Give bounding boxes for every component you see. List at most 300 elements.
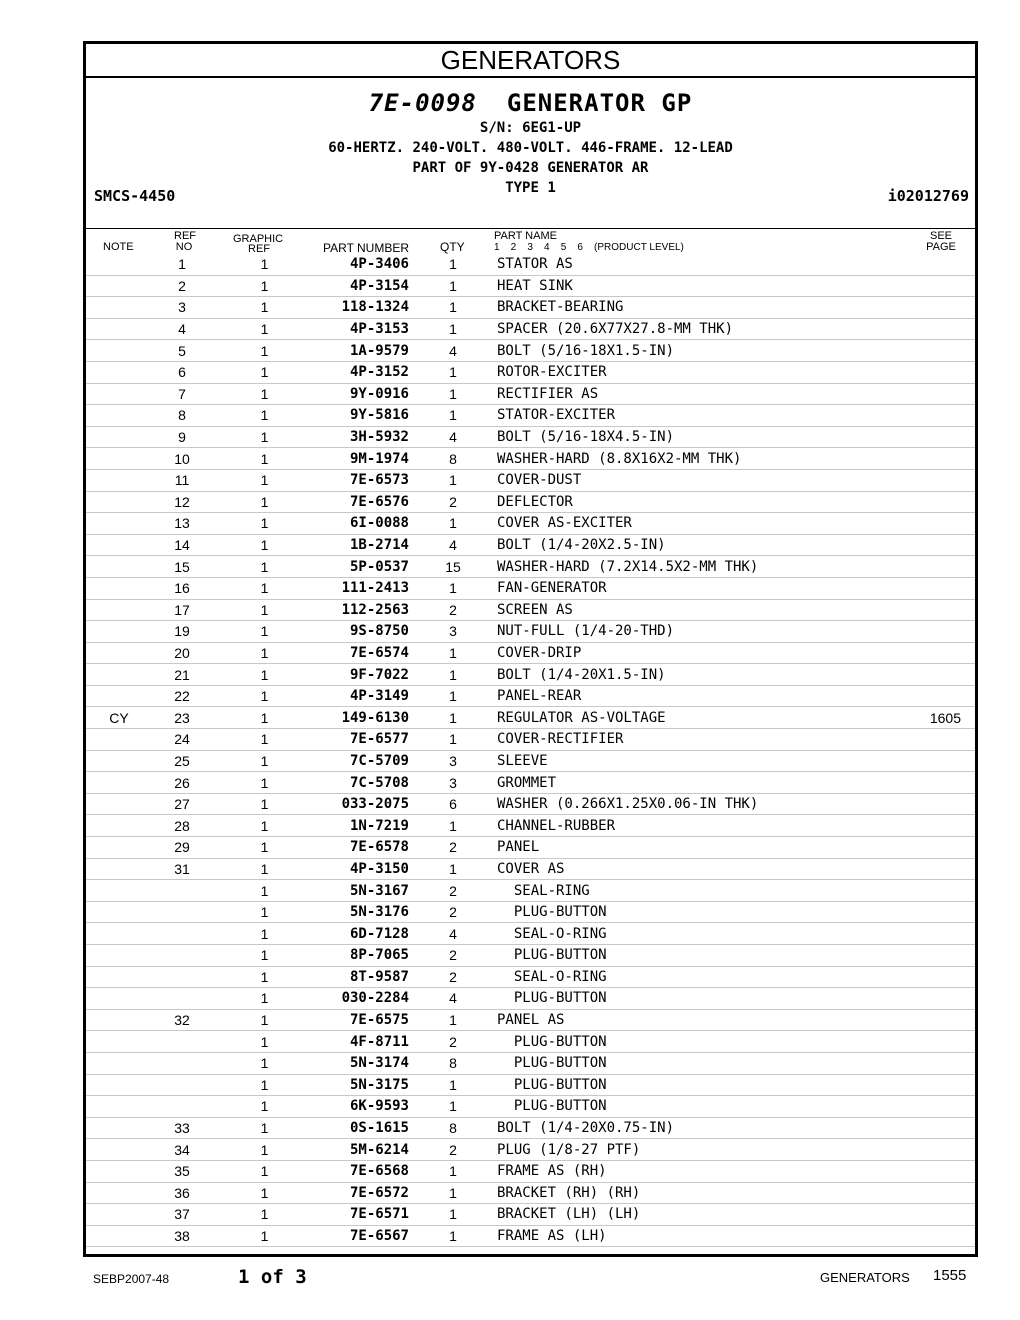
- quantity: 3: [409, 772, 485, 794]
- quantity: 1: [409, 469, 485, 491]
- ref-number: [152, 1074, 212, 1096]
- ref-number: 33: [152, 1117, 212, 1139]
- see-page: [885, 901, 975, 923]
- quantity: 1: [409, 405, 485, 427]
- see-page: [885, 923, 975, 945]
- part-note: [86, 361, 152, 383]
- part-name: FRAME AS (RH): [485, 1160, 885, 1182]
- part-note: [86, 1117, 152, 1139]
- parts-table-body: [86, 254, 975, 1247]
- see-page: [885, 361, 975, 383]
- part-number: 3H-5932: [297, 426, 409, 448]
- table-row: [86, 1052, 975, 1074]
- table-row: [86, 945, 975, 967]
- see-page: [885, 577, 975, 599]
- table-row: [86, 1139, 975, 1161]
- ref-number: [152, 945, 212, 967]
- quantity: 3: [409, 621, 485, 643]
- ref-number: 27: [152, 793, 212, 815]
- see-page: [885, 426, 975, 448]
- ref-number: 36: [152, 1182, 212, 1204]
- ref-number: [152, 1052, 212, 1074]
- table-row: [86, 880, 975, 902]
- ref-number: 11: [152, 469, 212, 491]
- ref-number: 16: [152, 577, 212, 599]
- graphic-ref: 1: [212, 1074, 297, 1096]
- part-note: [86, 1204, 152, 1226]
- column-header-row: [86, 228, 975, 255]
- graphic-ref: 1: [212, 729, 297, 751]
- part-number: 4P-3406: [297, 254, 409, 275]
- part-note: [86, 599, 152, 621]
- table-row: [86, 901, 975, 923]
- graphic-ref: 1: [212, 599, 297, 621]
- see-page: [885, 621, 975, 643]
- see-page: [885, 642, 975, 664]
- quantity: 1: [409, 1182, 485, 1204]
- part-note: [86, 772, 152, 794]
- see-page: [885, 599, 975, 621]
- part-number: 9Y-5816: [297, 405, 409, 427]
- quantity: 1: [409, 1204, 485, 1226]
- ref-number: [152, 1031, 212, 1053]
- ref-number: 15: [152, 556, 212, 578]
- part-number: 9F-7022: [297, 664, 409, 686]
- quantity: 4: [409, 988, 485, 1010]
- quantity: 2: [409, 945, 485, 967]
- quantity: 2: [409, 966, 485, 988]
- part-name: GROMMET: [485, 772, 885, 794]
- graphic-ref: 1: [212, 837, 297, 859]
- group-number: 7E-0098: [368, 89, 477, 117]
- graphic-ref: 1: [212, 1009, 297, 1031]
- graphic-ref: 1: [212, 945, 297, 967]
- table-row: [86, 513, 975, 535]
- part-note: [86, 297, 152, 319]
- part-number: 5N-3167: [297, 880, 409, 902]
- illustration-id: i02012769: [887, 187, 969, 205]
- see-page: [885, 448, 975, 470]
- spec-line: 60-HERTZ. 240-VOLT. 480-VOLT. 446-FRAME. 12-LEAD: [328, 140, 733, 156]
- quantity: 4: [409, 340, 485, 362]
- table-row: [86, 1096, 975, 1118]
- graphic-ref: 1: [212, 642, 297, 664]
- part-name: HEAT SINK: [485, 275, 885, 297]
- part-name: REGULATOR AS-VOLTAGE: [485, 707, 885, 729]
- ref-number: 9: [152, 426, 212, 448]
- part-note: [86, 577, 152, 599]
- part-name: BOLT (1/4-20X2.5-IN): [485, 534, 885, 556]
- ref-number: 4: [152, 318, 212, 340]
- quantity: 1: [409, 361, 485, 383]
- part-number: 7E-6578: [297, 837, 409, 859]
- graphic-ref: 1: [212, 1139, 297, 1161]
- part-number: 1N-7219: [297, 815, 409, 837]
- part-number: 9M-1974: [297, 448, 409, 470]
- part-name: ROTOR-EXCITER: [485, 361, 885, 383]
- see-page: [885, 837, 975, 859]
- part-name: RECTIFIER AS: [485, 383, 885, 405]
- part-name: SEAL-O-RING: [485, 923, 885, 945]
- part-name: COVER AS: [485, 858, 885, 880]
- graphic-ref: 1: [212, 1117, 297, 1139]
- part-name: FRAME AS (LH): [485, 1225, 885, 1247]
- part-name: BOLT (1/4-20X0.75-IN): [485, 1117, 885, 1139]
- footer-section: GENERATORS: [820, 1270, 910, 1285]
- quantity: 1: [409, 707, 485, 729]
- part-note: [86, 383, 152, 405]
- part-name: PLUG-BUTTON: [485, 1074, 885, 1096]
- see-page: [885, 383, 975, 405]
- graphic-ref: 1: [212, 772, 297, 794]
- part-note: CY: [86, 707, 152, 729]
- part-number: 7E-6572: [297, 1182, 409, 1204]
- graphic-ref: 1: [212, 966, 297, 988]
- parts-table: [86, 254, 975, 1247]
- ref-number: 26: [152, 772, 212, 794]
- graphic-ref: 1: [212, 858, 297, 880]
- see-page: [885, 1096, 975, 1118]
- part-name: SLEEVE: [485, 750, 885, 772]
- ref-number: [152, 966, 212, 988]
- quantity: 1: [409, 729, 485, 751]
- part-number: 7E-6573: [297, 469, 409, 491]
- part-name: DEFLECTOR: [485, 491, 885, 513]
- part-note: [86, 1031, 152, 1053]
- table-row: [86, 275, 975, 297]
- part-number: 6D-7128: [297, 923, 409, 945]
- see-page: [885, 275, 975, 297]
- part-name: BOLT (1/4-20X1.5-IN): [485, 664, 885, 686]
- part-number: 7E-6576: [297, 491, 409, 513]
- col-ref-top: REF: [174, 230, 196, 242]
- quantity: 2: [409, 1031, 485, 1053]
- see-page: [885, 318, 975, 340]
- table-row: [86, 685, 975, 707]
- quantity: 2: [409, 901, 485, 923]
- ref-number: 38: [152, 1225, 212, 1247]
- see-page: [885, 880, 975, 902]
- group-name: GENERATOR GP: [506, 89, 693, 117]
- part-number: 5N-3176: [297, 901, 409, 923]
- ref-number: 34: [152, 1139, 212, 1161]
- graphic-ref: 1: [212, 577, 297, 599]
- see-page: [885, 1160, 975, 1182]
- page-of: 1 of 3: [238, 1266, 307, 1288]
- part-note: [86, 685, 152, 707]
- graphic-ref: 1: [212, 383, 297, 405]
- part-name: BRACKET (RH) (RH): [485, 1182, 885, 1204]
- part-number: 6I-0088: [297, 513, 409, 535]
- part-note: [86, 405, 152, 427]
- part-number: 030-2284: [297, 988, 409, 1010]
- table-row: [86, 815, 975, 837]
- table-row: [86, 534, 975, 556]
- part-number: 7E-6571: [297, 1204, 409, 1226]
- quantity: 8: [409, 448, 485, 470]
- graphic-ref: 1: [212, 685, 297, 707]
- quantity: 8: [409, 1117, 485, 1139]
- part-note: [86, 469, 152, 491]
- section-title: GENERATORS: [86, 44, 975, 78]
- table-row: [86, 577, 975, 599]
- part-name: WASHER-HARD (8.8X16X2-MM THK): [485, 448, 885, 470]
- ref-number: [152, 880, 212, 902]
- see-page: [885, 685, 975, 707]
- part-note: [86, 858, 152, 880]
- quantity: 1: [409, 685, 485, 707]
- graphic-ref: 1: [212, 750, 297, 772]
- graphic-ref: 1: [212, 1031, 297, 1053]
- ref-number: 31: [152, 858, 212, 880]
- graphic-ref: 1: [212, 1052, 297, 1074]
- see-page: [885, 513, 975, 535]
- quantity: 2: [409, 599, 485, 621]
- part-number: 9S-8750: [297, 621, 409, 643]
- ref-number: 12: [152, 491, 212, 513]
- part-name: WASHER-HARD (7.2X14.5X2-MM THK): [485, 556, 885, 578]
- quantity: 1: [409, 254, 485, 275]
- part-note: [86, 534, 152, 556]
- part-note: [86, 1074, 152, 1096]
- part-note: [86, 426, 152, 448]
- see-page: [885, 556, 975, 578]
- part-name: PLUG-BUTTON: [485, 988, 885, 1010]
- ref-number: 8: [152, 405, 212, 427]
- part-name: PLUG (1/8-27 PTF): [485, 1139, 885, 1161]
- part-number: 7E-6567: [297, 1225, 409, 1247]
- part-name: SCREEN AS: [485, 599, 885, 621]
- part-name: STATOR AS: [485, 254, 885, 275]
- serial-range: S/N: 6EG1-UP: [479, 120, 582, 136]
- part-number: 7C-5708: [297, 772, 409, 794]
- quantity: 6: [409, 793, 485, 815]
- quantity: 1: [409, 297, 485, 319]
- part-note: [86, 1160, 152, 1182]
- ref-number: 7: [152, 383, 212, 405]
- table-row: [86, 988, 975, 1010]
- graphic-ref: 1: [212, 513, 297, 535]
- document-id: SEBP2007-48: [93, 1272, 170, 1286]
- see-page: [885, 966, 975, 988]
- quantity: 2: [409, 837, 485, 859]
- table-row: [86, 621, 975, 643]
- quantity: 1: [409, 1074, 485, 1096]
- quantity: 1: [409, 577, 485, 599]
- part-note: [86, 1009, 152, 1031]
- part-name: SEAL-O-RING: [485, 966, 885, 988]
- part-note: [86, 966, 152, 988]
- quantity: 2: [409, 880, 485, 902]
- ref-number: 28: [152, 815, 212, 837]
- graphic-ref: 1: [212, 664, 297, 686]
- table-row: [86, 1117, 975, 1139]
- col-part-number: PART NUMBER: [323, 241, 410, 255]
- ref-number: 13: [152, 513, 212, 535]
- part-name: PLUG-BUTTON: [485, 1052, 885, 1074]
- part-name: PLUG-BUTTON: [485, 945, 885, 967]
- graphic-ref: 1: [212, 707, 297, 729]
- page-number: 1555: [933, 1267, 967, 1284]
- ref-number: 22: [152, 685, 212, 707]
- col-ref-bottom: NO: [175, 241, 193, 253]
- table-row: [86, 491, 975, 513]
- see-page: [885, 729, 975, 751]
- table-row: [86, 383, 975, 405]
- part-name: PLUG-BUTTON: [485, 901, 885, 923]
- part-name: COVER-DRIP: [485, 642, 885, 664]
- see-page: [885, 1204, 975, 1226]
- see-page: [885, 534, 975, 556]
- table-row: [86, 599, 975, 621]
- table-row: [86, 297, 975, 319]
- graphic-ref: 1: [212, 880, 297, 902]
- ref-number: 29: [152, 837, 212, 859]
- see-page: [885, 1052, 975, 1074]
- col-graphic-bottom: REF: [248, 243, 270, 255]
- quantity: 1: [409, 318, 485, 340]
- ref-number: 1: [152, 254, 212, 275]
- graphic-ref: 1: [212, 340, 297, 362]
- part-name: NUT-FULL (1/4-20-THD): [485, 621, 885, 643]
- graphic-ref: 1: [212, 1160, 297, 1182]
- part-name: PLUG-BUTTON: [485, 1096, 885, 1118]
- ref-number: 3: [152, 297, 212, 319]
- part-note: [86, 837, 152, 859]
- part-number: 4P-3153: [297, 318, 409, 340]
- see-page: [885, 793, 975, 815]
- parts-page-frame: [83, 41, 978, 1257]
- col-product-level: 1 2 3 4 5 6 (PRODUCT LEVEL): [494, 242, 684, 253]
- table-row: [86, 1074, 975, 1096]
- part-name: PANEL AS: [485, 1009, 885, 1031]
- table-row: [86, 318, 975, 340]
- part-number: 9Y-0916: [297, 383, 409, 405]
- graphic-ref: 1: [212, 923, 297, 945]
- graphic-ref: 1: [212, 1182, 297, 1204]
- see-page: [885, 858, 975, 880]
- table-row: [86, 1182, 975, 1204]
- table-row: [86, 1225, 975, 1247]
- ref-number: 10: [152, 448, 212, 470]
- quantity: 1: [409, 858, 485, 880]
- part-number: 0S-1615: [297, 1117, 409, 1139]
- table-row: [86, 426, 975, 448]
- col-see-bottom: PAGE: [926, 241, 956, 253]
- part-name: BRACKET (LH) (LH): [485, 1204, 885, 1226]
- part-note: [86, 729, 152, 751]
- see-page: [885, 945, 975, 967]
- table-row: [86, 1031, 975, 1053]
- part-name: BOLT (5/16-18X1.5-IN): [485, 340, 885, 362]
- parent-assembly: PART OF 9Y-0428 GENERATOR AR: [412, 160, 649, 176]
- see-page: [885, 750, 975, 772]
- part-name: FAN-GENERATOR: [485, 577, 885, 599]
- part-number: 5M-6214: [297, 1139, 409, 1161]
- quantity: 1: [409, 1009, 485, 1031]
- col-part-name: PART NAME: [494, 230, 557, 242]
- part-note: [86, 901, 152, 923]
- ref-number: 23: [152, 707, 212, 729]
- graphic-ref: 1: [212, 426, 297, 448]
- part-name: SPACER (20.6X77X27.8-MM THK): [485, 318, 885, 340]
- part-number: 4P-3150: [297, 858, 409, 880]
- col-graphic-top: GRAPHIC: [233, 233, 284, 245]
- title-block: [86, 88, 975, 203]
- part-note: [86, 923, 152, 945]
- part-number: 5N-3175: [297, 1074, 409, 1096]
- graphic-ref: 1: [212, 254, 297, 275]
- see-page: [885, 1139, 975, 1161]
- part-number: 7E-6574: [297, 642, 409, 664]
- table-row: [86, 1009, 975, 1031]
- part-note: [86, 556, 152, 578]
- see-page: [885, 988, 975, 1010]
- col-qty: QTY: [440, 240, 465, 254]
- part-number: 7C-5709: [297, 750, 409, 772]
- part-number: 7E-6577: [297, 729, 409, 751]
- part-note: [86, 815, 152, 837]
- part-note: [86, 1139, 152, 1161]
- graphic-ref: 1: [212, 469, 297, 491]
- see-page: [885, 340, 975, 362]
- ref-number: 6: [152, 361, 212, 383]
- part-note: [86, 491, 152, 513]
- ref-number: 19: [152, 621, 212, 643]
- ref-number: 5: [152, 340, 212, 362]
- graphic-ref: 1: [212, 297, 297, 319]
- ref-number: 32: [152, 1009, 212, 1031]
- ref-number: 37: [152, 1204, 212, 1226]
- table-row: [86, 729, 975, 751]
- graphic-ref: 1: [212, 491, 297, 513]
- see-page: 1605: [885, 707, 975, 729]
- type-line: TYPE 1: [505, 180, 556, 196]
- quantity: 1: [409, 275, 485, 297]
- graphic-ref: 1: [212, 793, 297, 815]
- part-number: 4F-8711: [297, 1031, 409, 1053]
- quantity: 1: [409, 815, 485, 837]
- quantity: 3: [409, 750, 485, 772]
- see-page: [885, 1009, 975, 1031]
- table-row: [86, 1160, 975, 1182]
- ref-number: 21: [152, 664, 212, 686]
- part-name: COVER-RECTIFIER: [485, 729, 885, 751]
- table-row: [86, 642, 975, 664]
- part-number: 111-2413: [297, 577, 409, 599]
- part-name: CHANNEL-RUBBER: [485, 815, 885, 837]
- see-page: [885, 254, 975, 275]
- part-number: 149-6130: [297, 707, 409, 729]
- part-number: 5P-0537: [297, 556, 409, 578]
- graphic-ref: 1: [212, 448, 297, 470]
- ref-number: 17: [152, 599, 212, 621]
- part-note: [86, 340, 152, 362]
- see-page: [885, 405, 975, 427]
- quantity: 4: [409, 534, 485, 556]
- table-row: [86, 750, 975, 772]
- part-number: 1A-9579: [297, 340, 409, 362]
- part-name: PANEL: [485, 837, 885, 859]
- part-note: [86, 1182, 152, 1204]
- graphic-ref: 1: [212, 556, 297, 578]
- part-name: WASHER (0.266X1.25X0.06-IN THK): [485, 793, 885, 815]
- see-page: [885, 1031, 975, 1053]
- part-note: [86, 1052, 152, 1074]
- part-note: [86, 275, 152, 297]
- quantity: 1: [409, 642, 485, 664]
- ref-number: [152, 923, 212, 945]
